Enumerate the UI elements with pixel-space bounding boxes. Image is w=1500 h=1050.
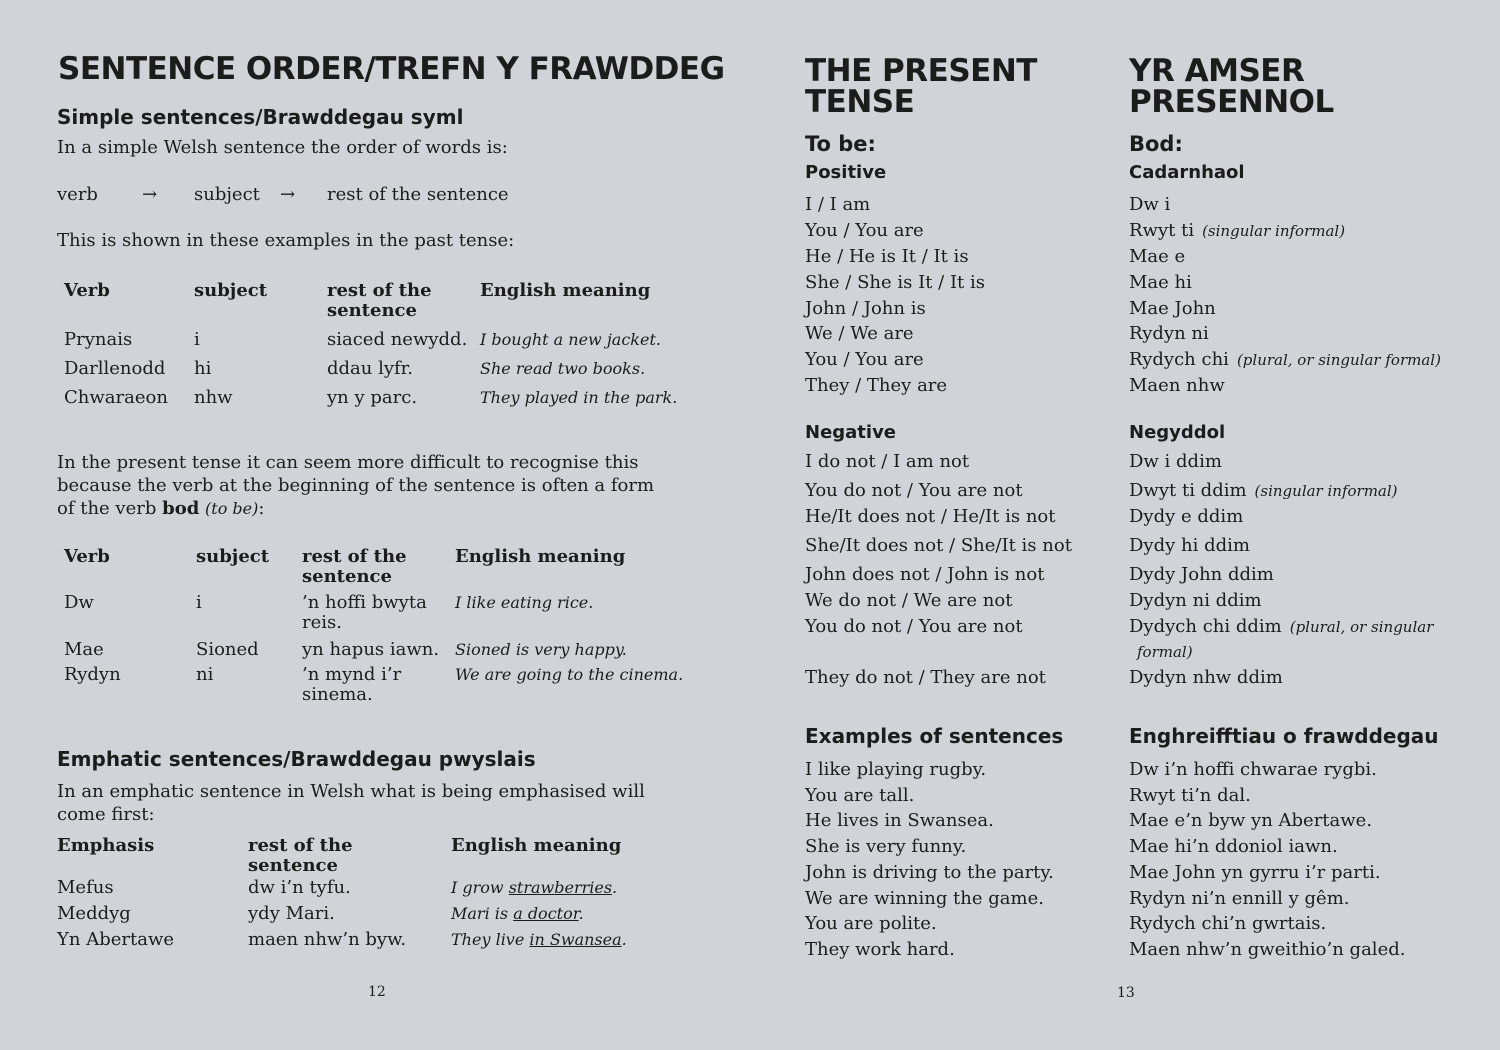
table-header: rest of the sentence [248,835,353,876]
emphatic-intro: In an emphatic sentence in Welsh what is being emphasised will come first: [57,781,645,825]
list-item [1129,641,1193,662]
past-intro: This is shown in these examples in the past tense: [57,230,515,251]
table-cell [451,930,627,950]
list-item: She/It does not / She/It is not [805,535,1072,556]
list-item-text: Rydych chi [1129,349,1229,370]
list-item [1129,323,1209,344]
page-title-english: THE PRESENT TENSE [805,53,1037,120]
list-item: Mae e’n byw yn Abertawe. [1129,810,1373,831]
list-item-text: Mae e [1129,246,1186,267]
page-number: 12 [368,984,386,1000]
table-cell: I bought a new jacket. [480,330,661,349]
list-item: He / He is It / It is [805,246,969,267]
list-item: You / You are [805,349,924,370]
table-cell: They played in the park. [480,388,678,407]
positive-heading: Positive [805,162,887,183]
list-item: We are winning the game. [805,888,1044,909]
list-item-text: Dydyn nhw ddim [1129,667,1283,688]
list-item-text: Dwyt ti ddim [1129,480,1247,501]
list-item-note: (singular informal) [1202,222,1346,240]
list-item: You do not / You are not [805,480,1023,501]
table-header: Verb [64,280,110,301]
list-item [1129,349,1441,370]
order-rest: rest of the sentence [327,184,509,205]
list-item: You are polite. [805,913,937,934]
table-cell: She read two books. [480,359,646,378]
to-be-heading: To be: [805,132,876,156]
meaning-text: . [612,878,618,897]
list-item: John is driving to the party. [805,862,1054,883]
table-header: subject [196,546,270,567]
table-cell: Sioned is very happy. [455,640,627,659]
list-item: They / They are [805,375,948,396]
list-item-text: Mae hi [1129,272,1192,293]
emphasised-text: a doctor [513,904,579,923]
simple-intro: In a simple Welsh sentence the order of words is: [57,137,508,158]
page-number: 13 [1117,985,1135,1001]
table-cell: maen nhw’n byw. [248,929,407,950]
table-cell: nhw [194,387,233,408]
table-cell: Mefus [57,877,114,898]
table-cell: Chwaraeon [64,387,168,408]
table-header: rest of the sentence [327,280,432,321]
table-cell: We are going to the cinema. [455,665,684,684]
order-verb: verb [57,184,98,205]
list-item: She / She is It / It is [805,272,986,293]
present-intro [57,451,667,520]
list-item [1129,298,1216,319]
arrow-icon: → [142,184,158,205]
simple-sentences-heading: Simple sentences/Brawddegau syml [57,105,464,129]
list-item: Dw i’n hoffi chwarae rygbi. [1129,759,1377,780]
meaning-text: . [621,930,627,949]
list-item: John does not / John is not [805,564,1045,585]
page-title: SENTENCE ORDER/TREFN Y FRAWDDEG [58,51,725,87]
list-item: Rydych chi’n gwrtais. [1129,913,1327,934]
list-item: Mae John yn gyrru i’r parti. [1129,862,1381,883]
list-item-note: (plural, or singular [1289,618,1434,636]
list-item [1129,375,1225,396]
table-cell: yn y parc. [327,387,418,408]
list-item: I / I am [805,194,871,215]
table-header: rest of the sentence [302,546,407,587]
table-cell: ’n mynd i’r sinema. [302,664,402,705]
list-item: John / John is [805,298,926,319]
list-item-text: Rydyn ni [1129,323,1209,344]
table-cell: Rydyn [64,664,121,685]
list-item-text: Mae John [1129,298,1216,319]
table-cell [451,878,617,898]
table-cell [451,904,584,924]
table-cell: i [196,592,202,613]
table-cell: ’n hoffi bwyta reis. [302,592,427,633]
page-title-welsh: YR AMSER PRESENNOL [1129,53,1334,120]
list-item-text: Dydy e ddim [1129,506,1244,527]
enghreifftiau-heading: Enghreifftiau o frawddegau [1129,724,1439,748]
list-item-text: Dydyn ni ddim [1129,590,1262,611]
list-item: She is very funny. [805,836,967,857]
table-cell: Mae [64,639,104,660]
table-header: Emphasis [57,835,155,856]
list-item [1129,480,1398,501]
list-item: I do not / I am not [805,451,970,472]
list-item [1129,590,1262,611]
negyddol-heading: Negyddol [1129,422,1226,443]
list-item-note: (singular informal) [1254,482,1398,500]
table-cell: Darllenodd [64,358,166,379]
table-cell: ydy Mari. [248,903,335,924]
list-item [1129,272,1192,293]
table-header: English meaning [455,546,626,567]
table-header: Verb [64,546,110,567]
table-cell: hi [194,358,212,379]
list-item-text: Dydy hi ddim [1129,535,1250,556]
present-intro-to-be: (to be) [205,499,259,518]
emphasised-text: in Swansea [529,930,622,949]
list-item: I like playing rugby. [805,759,987,780]
present-intro-text: In the present tense it can seem more difficult to recognise this because the verb at the beginning of the sentence is often a form of the verb [57,452,655,519]
list-item-text: Dw i ddim [1129,451,1222,472]
table-header: English meaning [451,835,622,856]
list-item-note: formal) [1137,643,1193,661]
list-item: You / You are [805,220,924,241]
list-item-text: Dydy John ddim [1129,564,1274,585]
emphasised-text: strawberries [508,878,613,897]
negative-heading: Negative [805,422,897,443]
emphatic-heading: Emphatic sentences/Brawddegau pwyslais [57,747,536,771]
list-item-text: Dydych chi ddim [1129,616,1282,637]
table-cell: Meddyg [57,903,131,924]
table-cell: Sioned [196,639,259,660]
list-item: You are tall. [805,785,915,806]
cadarnhaol-heading: Cadarnhaol [1129,162,1245,183]
table-cell: ni [196,664,214,685]
list-item: Maen nhw’n gweithio’n galed. [1129,939,1406,960]
table-header: subject [194,280,268,301]
list-item: They work hard. [805,939,955,960]
list-item: He lives in Swansea. [805,810,994,831]
present-intro-colon: : [258,498,265,519]
list-item: He/It does not / He/It is not [805,506,1056,527]
list-item: They do not / They are not [805,667,1046,688]
table-cell: yn hapus iawn. [302,639,440,660]
meaning-text: Mari is [451,904,514,923]
list-item [1129,506,1243,527]
table-cell: Prynais [64,329,133,350]
list-item: We do not / We are not [805,590,1013,611]
list-item: Mae hi’n ddoniol iawn. [1129,836,1338,857]
list-item [1129,246,1185,267]
list-item [1129,616,1433,637]
list-item: You do not / You are not [805,616,1023,637]
list-item: Rwyt ti’n dal. [1129,785,1251,806]
present-intro-bod: bod [162,498,200,519]
list-item [1129,535,1250,556]
examples-heading: Examples of sentences [805,724,1064,748]
list-item: We / We are [805,323,914,344]
list-item-text: Dw i [1129,194,1171,215]
bod-heading: Bod: [1129,132,1183,156]
table-cell: Dw [64,592,94,613]
meaning-text: I grow [451,878,509,897]
table-cell: Yn Abertawe [57,929,174,950]
list-item-note: (plural, or singular formal) [1236,351,1441,369]
list-item [1129,220,1345,241]
arrow-icon: → [280,184,296,205]
table-cell: dw i’n tyfu. [248,877,351,898]
order-subject: subject [194,184,260,205]
list-item: Rydyn ni’n ennill y gêm. [1129,888,1350,909]
table-cell: i [194,329,200,350]
list-item [1129,451,1222,472]
table-cell: I like eating rice. [455,593,594,612]
list-item [1129,194,1170,215]
meaning-text: They live [451,930,530,949]
table-header: English meaning [480,280,651,301]
list-item-text: Maen nhw [1129,375,1225,396]
list-item [1129,564,1274,585]
table-cell: ddau lyfr. [327,358,414,379]
list-item-text: Rwyt ti [1129,220,1195,241]
table-cell: siaced newydd. [327,329,468,350]
meaning-text: . [578,904,584,923]
list-item [1129,667,1283,688]
